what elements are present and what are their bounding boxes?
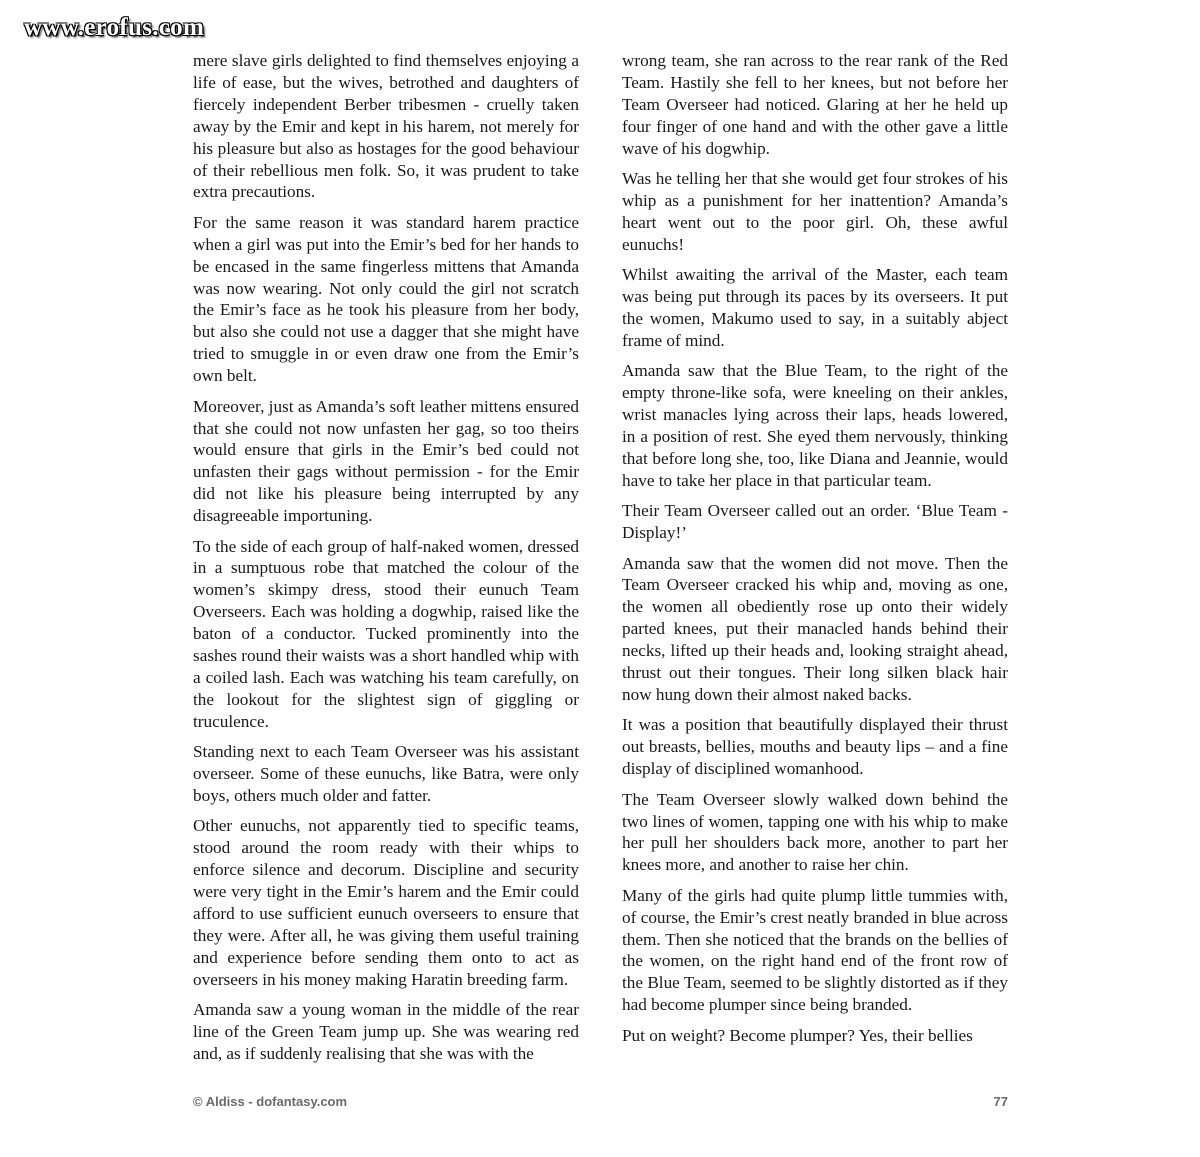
page-number: 77 (993, 1094, 1008, 1109)
paragraph: Was he telling her that she would get four strokes of his whip as a punishment for her inattention? Amanda’s heart went out to the poor girl. Oh, these awful eunuchs! (622, 169, 1008, 254)
paragraph: Many of the girls had quite plump little tummies with, of course, the Emir’s crest neatly branded in blue across them. Then she noticed that the brands on the bellies of the women, on the right hand end of the front row of the Blue Team, seemed to be slightly distorted as if they had become plumper since being branded. (622, 885, 1008, 1015)
paragraph: The Team Overseer slowly walked down behind the two lines of women, tapping one with his whip to make her pull her shoulders back more, another to part her knees more, and another to raise her chin. (622, 789, 1008, 875)
paragraph: mere slave girls delighted to find themselves enjoying a life of ease, but the wives, betrothed and daughters of fiercely independent Berber tribesmen - cruelly taken away by the Emir and kept in his harem, not merely for his pleasure but also as hostages for the good behaviour of their rebellious men folk. So, it was prudent to take extra precautions. (193, 51, 579, 202)
paragraph: Standing next to each Team Overseer was his assistant overseer. Some of these eunuchs, like Batra, were only boys, others much older and fatter. (193, 742, 579, 805)
paragraph: It was a position that beautifully displayed their thrust out breasts, bellies, mouths and beauty lips – and a fine display of disciplined womanhood. (622, 715, 1008, 779)
paragraph: Amanda saw a young woman in the middle of the rear line of the Green Team jump up. She was wearing red and, as if suddenly realising that she was with the (193, 1000, 579, 1063)
right-text-column (622, 50, 1008, 1055)
paragraph: Amanda saw that the Blue Team, to the right of the empty throne-like sofa, were kneeling on their ankles, wrist manacles lying across their laps, heads lowered, in a position of rest. She eyed them nervously, thinking that before long she, too, like Diana and Jeannie, would have to take her place in that particular team. (622, 361, 1008, 490)
paragraph: Whilst awaiting the arrival of the Master, each team was being put through its paces by its overseers. It put the women, Makumo used to say, in a suitably abject frame of mind. (622, 265, 1008, 350)
paragraph: Moreover, just as Amanda’s soft leather mittens ensured that she could not now unfasten her gag, so too theirs would ensure that girls in the Emir’s bed could not unfasten their gags without permission - for the Emir did not like his pleasure being interrupted by any disagreeable importuning. (193, 396, 579, 526)
paragraph: Put on weight? Become plumper? Yes, their bellies (622, 1025, 973, 1045)
paragraph: Amanda saw that the women did not move. Then the Team Overseer cracked his whip and, moving as one, the women all obediently rose up onto their widely parted knees, put their manacled hands behind their necks, lifted up their heads and, looking straight ahead, thrust out their tongues. Their long silken black hair now hung down their almost naked backs. (622, 553, 1008, 704)
paragraph: Other eunuchs, not apparently tied to specific teams, stood around the room ready with their whips to enforce silence and decorum. Discipline and security were very tight in the Emir’s harem and the Emir could afford to use sufficient eunuch overseers to ensure that they were. After all, he was giving them useful training and experience before sending them onto to act as overseers in his money making Haratin breeding farm. (193, 816, 579, 989)
paragraph: To the side of each group of half-naked women, dressed in a sumptuous robe that matched the colour of the women’s skimpy dress, stood their eunuch Team Overseers. Each was holding a dogwhip, raised like the baton of a conductor. Tucked prominently into the sashes round their waists was a short handled whip with a coiled lash. Each was watching his team carefully, on the lookout for the slightest sign of giggling or truculence. (193, 536, 579, 731)
paragraph: wrong team, she ran across to the rear rank of the Red Team. Hastily she fell to her knees, but not before her Team Overseer had noticed. Glaring at her he held up four finger of one hand and with the other gave a little wave of his dogwhip. (622, 51, 1008, 158)
paragraph: For the same reason it was standard harem practice when a girl was put into the Emir’s bed for her hands to be encased in the same fingerless mittens that Amanda was now wearing. Not only could the girl not scratch the Emir’s face as he took his pleasure from her body, but also she could not use a dagger that she might have tried to smuggle in or even draw one from the Emir’s own belt. (193, 212, 579, 386)
watermark-logo: www.erofus.com (24, 14, 205, 41)
left-text-column (193, 50, 579, 1073)
copyright-notice: © Aldiss - dofantasy.com (193, 1094, 348, 1109)
paragraph: Their Team Overseer called out an order. ‘Blue Team - Display!’ (622, 501, 1008, 543)
